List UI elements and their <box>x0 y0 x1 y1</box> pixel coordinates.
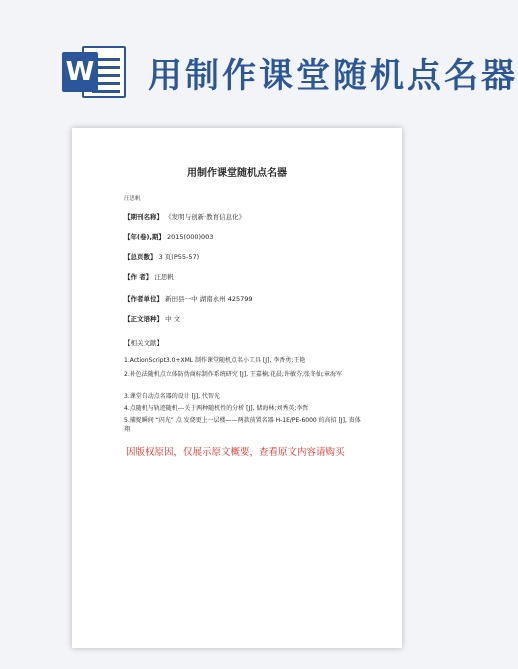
field-label: 【作者单位】 <box>124 295 163 303</box>
field-value: 中 文 <box>165 315 181 323</box>
field-author <box>124 272 174 281</box>
reference-item: 1.ActionScript3.0+XML 制作课堂随机点名小工具 [J], 李香勇;王艳 <box>124 357 306 364</box>
field-value: 3 页(P55-57) <box>158 253 200 261</box>
reference-item: 5.捕捉瞬间 “闪光” 点 发烧更上一层楼——两款前置名器 H-1E/PE-6000 的高招 [J], 贵体翔 <box>124 417 361 433</box>
field-value: 新田县一中 湖南永州 425799 <box>165 295 253 303</box>
field-label: 【正文语种】 <box>124 315 163 323</box>
document-page <box>72 128 402 648</box>
field-label: 【作 者】 <box>124 273 153 281</box>
word-logo-icon <box>62 44 130 100</box>
field-label: 【总页数】 <box>124 253 157 261</box>
field-journal <box>124 212 245 221</box>
document-title: 用制作课堂随机点名器 <box>187 168 287 179</box>
reference-item: 3.课堂自动点名器的设计 [J], 代智光 <box>124 393 220 400</box>
field-value: 《发明与创新·教育信息化》 <box>165 213 246 221</box>
reference-item: 2.补色法随机点立体防伪商标制作系统研究 [J], 王嘉楠;花晨;许敏芬;张冬仙;章海军 <box>124 371 342 378</box>
word-logo-letter: W <box>62 52 98 92</box>
banner <box>0 0 518 110</box>
purchase-notice: 因版权原因，仅展示原文概要，查看原文内容请购买 <box>126 447 345 458</box>
field-label: 【期刊名称】 <box>124 213 163 221</box>
field-value: 2015(000)003 <box>167 233 214 241</box>
refs-heading: 【相关文献】 <box>124 339 163 347</box>
field-language <box>124 314 180 323</box>
field-volume-issue <box>124 232 213 241</box>
reference-item: 4.点随机与轨迹随机---关于两种随机性的分析 [J], 储海林;刘秀英;李哲 <box>124 405 309 412</box>
field-affiliation <box>124 294 253 303</box>
field-label: 【年(卷),期】 <box>124 233 165 241</box>
document-author: 汪思帆 <box>124 196 141 202</box>
banner-title: 用制作课堂随机点名器 <box>148 56 518 96</box>
field-pages <box>124 252 199 261</box>
field-value: 汪思帆 <box>154 273 174 281</box>
